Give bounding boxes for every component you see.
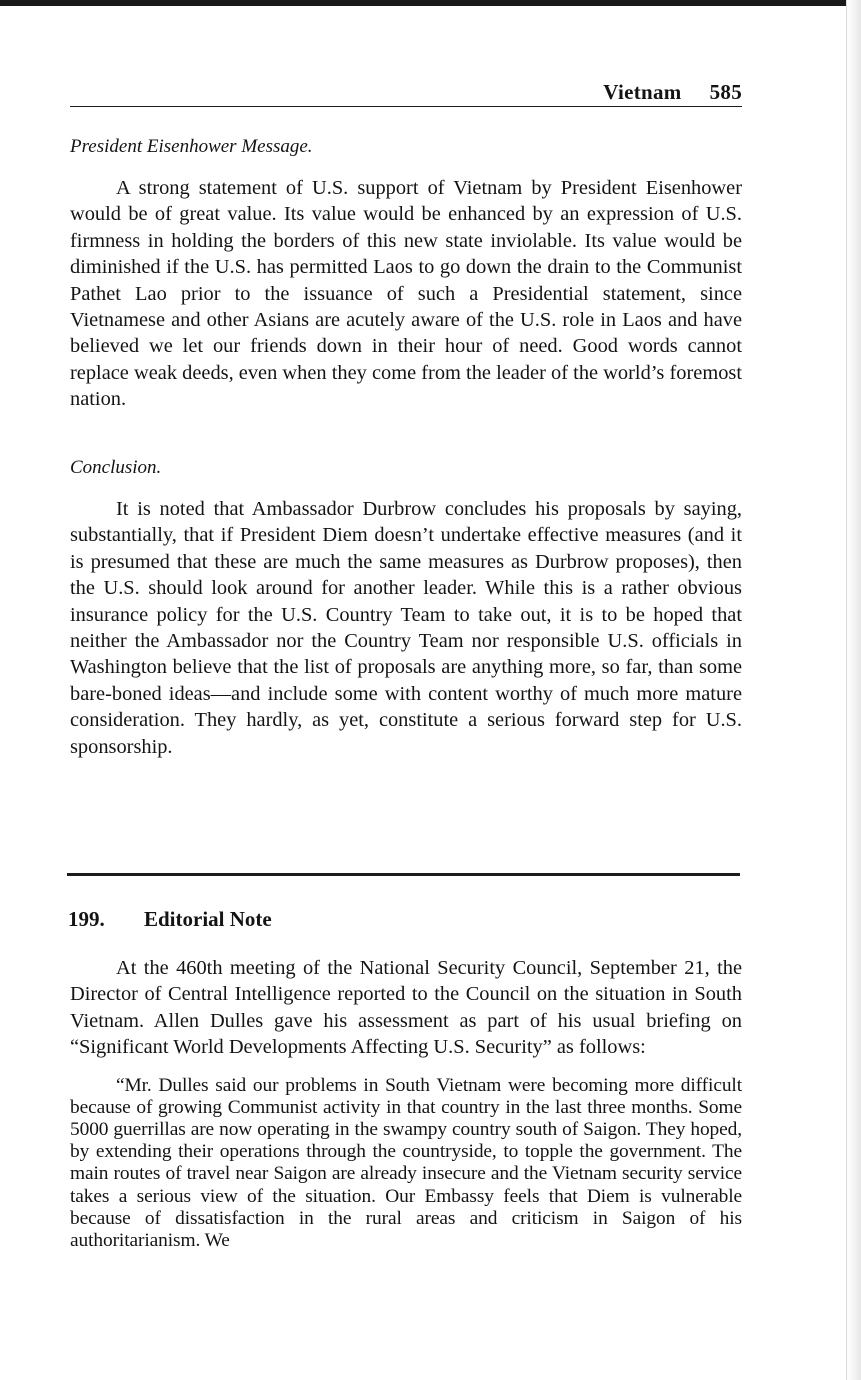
paragraph-conclusion: It is noted that Ambassador Durbrow concludes his proposals by saying, substantially, that if President Diem doesn’t undertake effective measures (and it is presumed that these are much the same measures as Durbrow proposes), then the U.S. should look around for another leader. While this is a rather obvious insurance policy for the U.S. Country Team to take out, it is to be hoped that neither the Ambassador nor the Country Team nor responsible U.S. officials in Washington believe that the list of proposals are anything more, so far, than some bare-boned ideas—and include some with content worthy of much more mature consideration. They hardly, as yet, constitute a serious forward step for U.S. sponsorship. [70, 498, 742, 758]
document-title: Editorial Note [144, 907, 272, 931]
top-edge-rule [0, 0, 861, 6]
page-number: 585 [709, 80, 742, 104]
running-head [70, 78, 742, 107]
section-heading-conclusion: Conclusion. [70, 457, 162, 478]
paragraph-editorial-note: At the 460th meeting of the National Security Council, September 21, the Director of Central Intelligence reported to the Council on the situation in South Vietnam. Allen Dulles gave his assessment as part of his usual briefing on “Significant World Developments Affecting U.S. Security” as follows: [70, 957, 742, 1059]
editorial-note-title [68, 906, 272, 932]
quote-dulles-briefing: “Mr. Dulles said our problems in South Vietnam were becoming more difficult because of growing Communist activity in that country in the last three months. Some 5000 guerrillas are now operating in the swampy country south of Saigon. They hoped, by extending their operations through the countryside, to topple the government. The main routes of travel near Saigon are already insecure and the Vietnam security service takes a serious view of the situation. Our Embassy feels that Diem is vulnerable because of dissatisfaction in the rural areas and criticism in Saigon of his authoritarianism. We [70, 1074, 742, 1252]
page-binding-edge [846, 0, 861, 1380]
running-head-title: Vietnam [603, 80, 682, 104]
section-eisenhower-message [70, 135, 742, 413]
document-divider [67, 873, 740, 876]
paragraph-eisenhower: A strong statement of U.S. support of Vietnam by President Eisenhower would be of great value. Its value would be enhanced by an expression of U.S. firmness in holding the borders of this new state inviolable. Its value would be diminished if the U.S. has permitted Laos to go down the drain to the Communist Pathet Lao prior to the issuance of such a Presidential statement, since Vietnamese and other Asians are acutely aware of the U.S. role in Laos and have believed we let our friends down in their hour of need. Good words cannot replace weak deeds, even when they come from the leader of the world’s foremost nation. [70, 177, 742, 411]
section-editorial-note [70, 955, 742, 1252]
section-heading-eisenhower: President Eisenhower Message. [70, 136, 313, 157]
document-number: 199. [68, 907, 105, 931]
section-conclusion [70, 456, 742, 760]
